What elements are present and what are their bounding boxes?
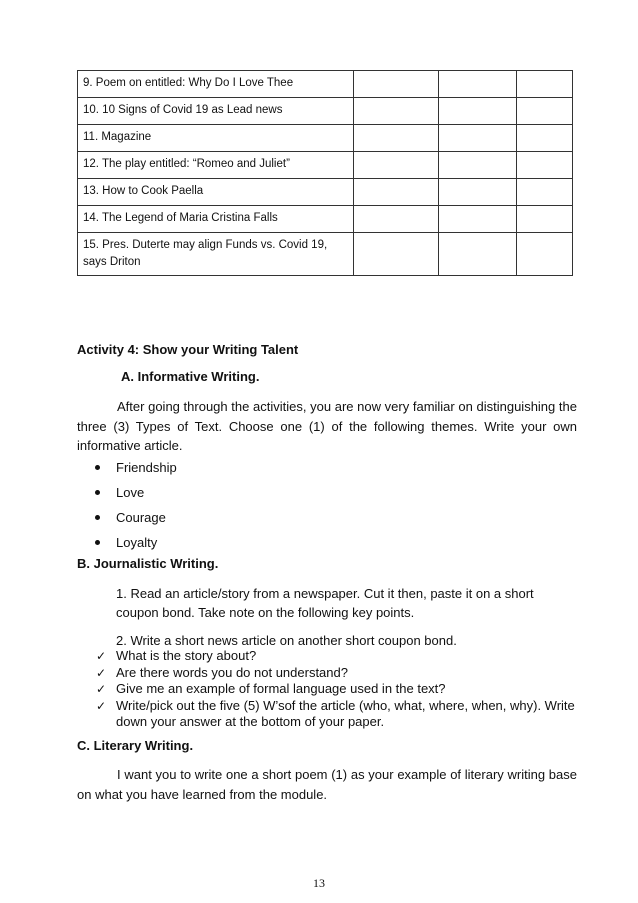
table-cell-empty [517,152,573,179]
theme-label: Loyalty [116,535,158,550]
table-cell-empty [438,179,517,206]
table-cell-empty [353,179,438,206]
key-points-checklist [96,648,578,731]
activity-title: Activity 4: Show your Writing Talent [77,342,299,357]
section-a-heading: A. Informative Writing. [121,369,260,384]
table-cell-empty [517,179,573,206]
section-b-heading: B. Journalistic Writing. [77,556,219,571]
checklist-text: Are there words you do not understand? [116,664,348,680]
bullet-icon [95,515,100,520]
table-cell-empty [438,152,517,179]
list-item [96,681,578,698]
table-cell-empty [438,125,517,152]
list-item [96,665,578,682]
table-cell-label: 15. Pres. Duterte may align Funds vs. Covid 19, says Driton [78,233,354,276]
table-cell-label: 9. Poem on entitled: Why Do I Love Thee [78,71,354,98]
table-row [78,206,573,233]
theme-label: Courage [116,510,166,525]
table-cell-label: 10. 10 Signs of Covid 19 as Lead news [78,98,354,125]
table-cell-empty [353,233,438,276]
table-cell-label: 13. How to Cook Paella [78,179,354,206]
table-cell-empty [353,71,438,98]
table-row [78,125,573,152]
page-number: 13 [313,876,325,890]
section-c-paragraph-text: I want you to write one a short poem (1) as your example of literary writing base on what you have learned from the module. [77,767,577,802]
table-cell-label: 14. The Legend of Maria Cristina Falls [78,206,354,233]
bullet-icon [95,465,100,470]
table-cell-empty [438,233,517,276]
table-cell-empty [353,125,438,152]
checkmark-icon: ✓ [96,698,107,713]
section-c-paragraph [77,765,577,804]
bullet-icon [95,490,100,495]
section-a-paragraph [77,397,577,456]
list-item [96,648,578,665]
table-cell-label: 12. The play entitled: “Romeo and Juliet” [78,152,354,179]
table-cell-empty [517,71,573,98]
section-b-step-1: 1. Read an article/story from a newspaper. Cut it then, paste it on a short coupon bond. Take note on the following key points. [116,586,534,620]
list-item [96,698,578,731]
table-cell-empty [353,206,438,233]
checklist-text: What is the story about? [116,648,257,663]
section-b-step-2: 2. Write a short news article on another short coupon bond. [116,633,457,648]
checkmark-icon: ✓ [96,682,107,696]
section-c-heading: C. Literary Writing. [77,738,194,753]
table-cell-empty [438,71,517,98]
checklist-text: Write/pick out the five (5) W’sof the article (who, what, where, when, why). Write down your answer at the bottom of your paper. [116,697,575,729]
checkmark-icon: ✓ [96,665,107,680]
checkmark-icon: ✓ [96,649,107,663]
table-cell-label: 11. Magazine [78,125,354,152]
checklist-text: Give me an example of formal language used in the text? [116,681,446,696]
table-cell-empty [517,206,573,233]
table-row [78,233,573,276]
table-cell-empty [353,98,438,125]
theme-label: Love [116,485,145,500]
table-cell-empty [517,233,573,276]
bullet-icon [95,540,100,545]
table-cell-empty [353,152,438,179]
table-cell-empty [438,206,517,233]
table-cell-empty [517,125,573,152]
table-cell-empty [517,98,573,125]
table-row [78,152,573,179]
checklist-table [77,70,573,276]
table-cell-empty [438,98,517,125]
theme-label: Friendship [116,460,177,475]
section-a-paragraph-text: After going through the activities, you are now very familiar on distinguishing the three (3) Types of Text. Choose one (1) of the following themes. Write your own informative article. [77,399,577,453]
table-row [78,179,573,206]
table-row [78,98,573,125]
table-row [78,71,573,98]
